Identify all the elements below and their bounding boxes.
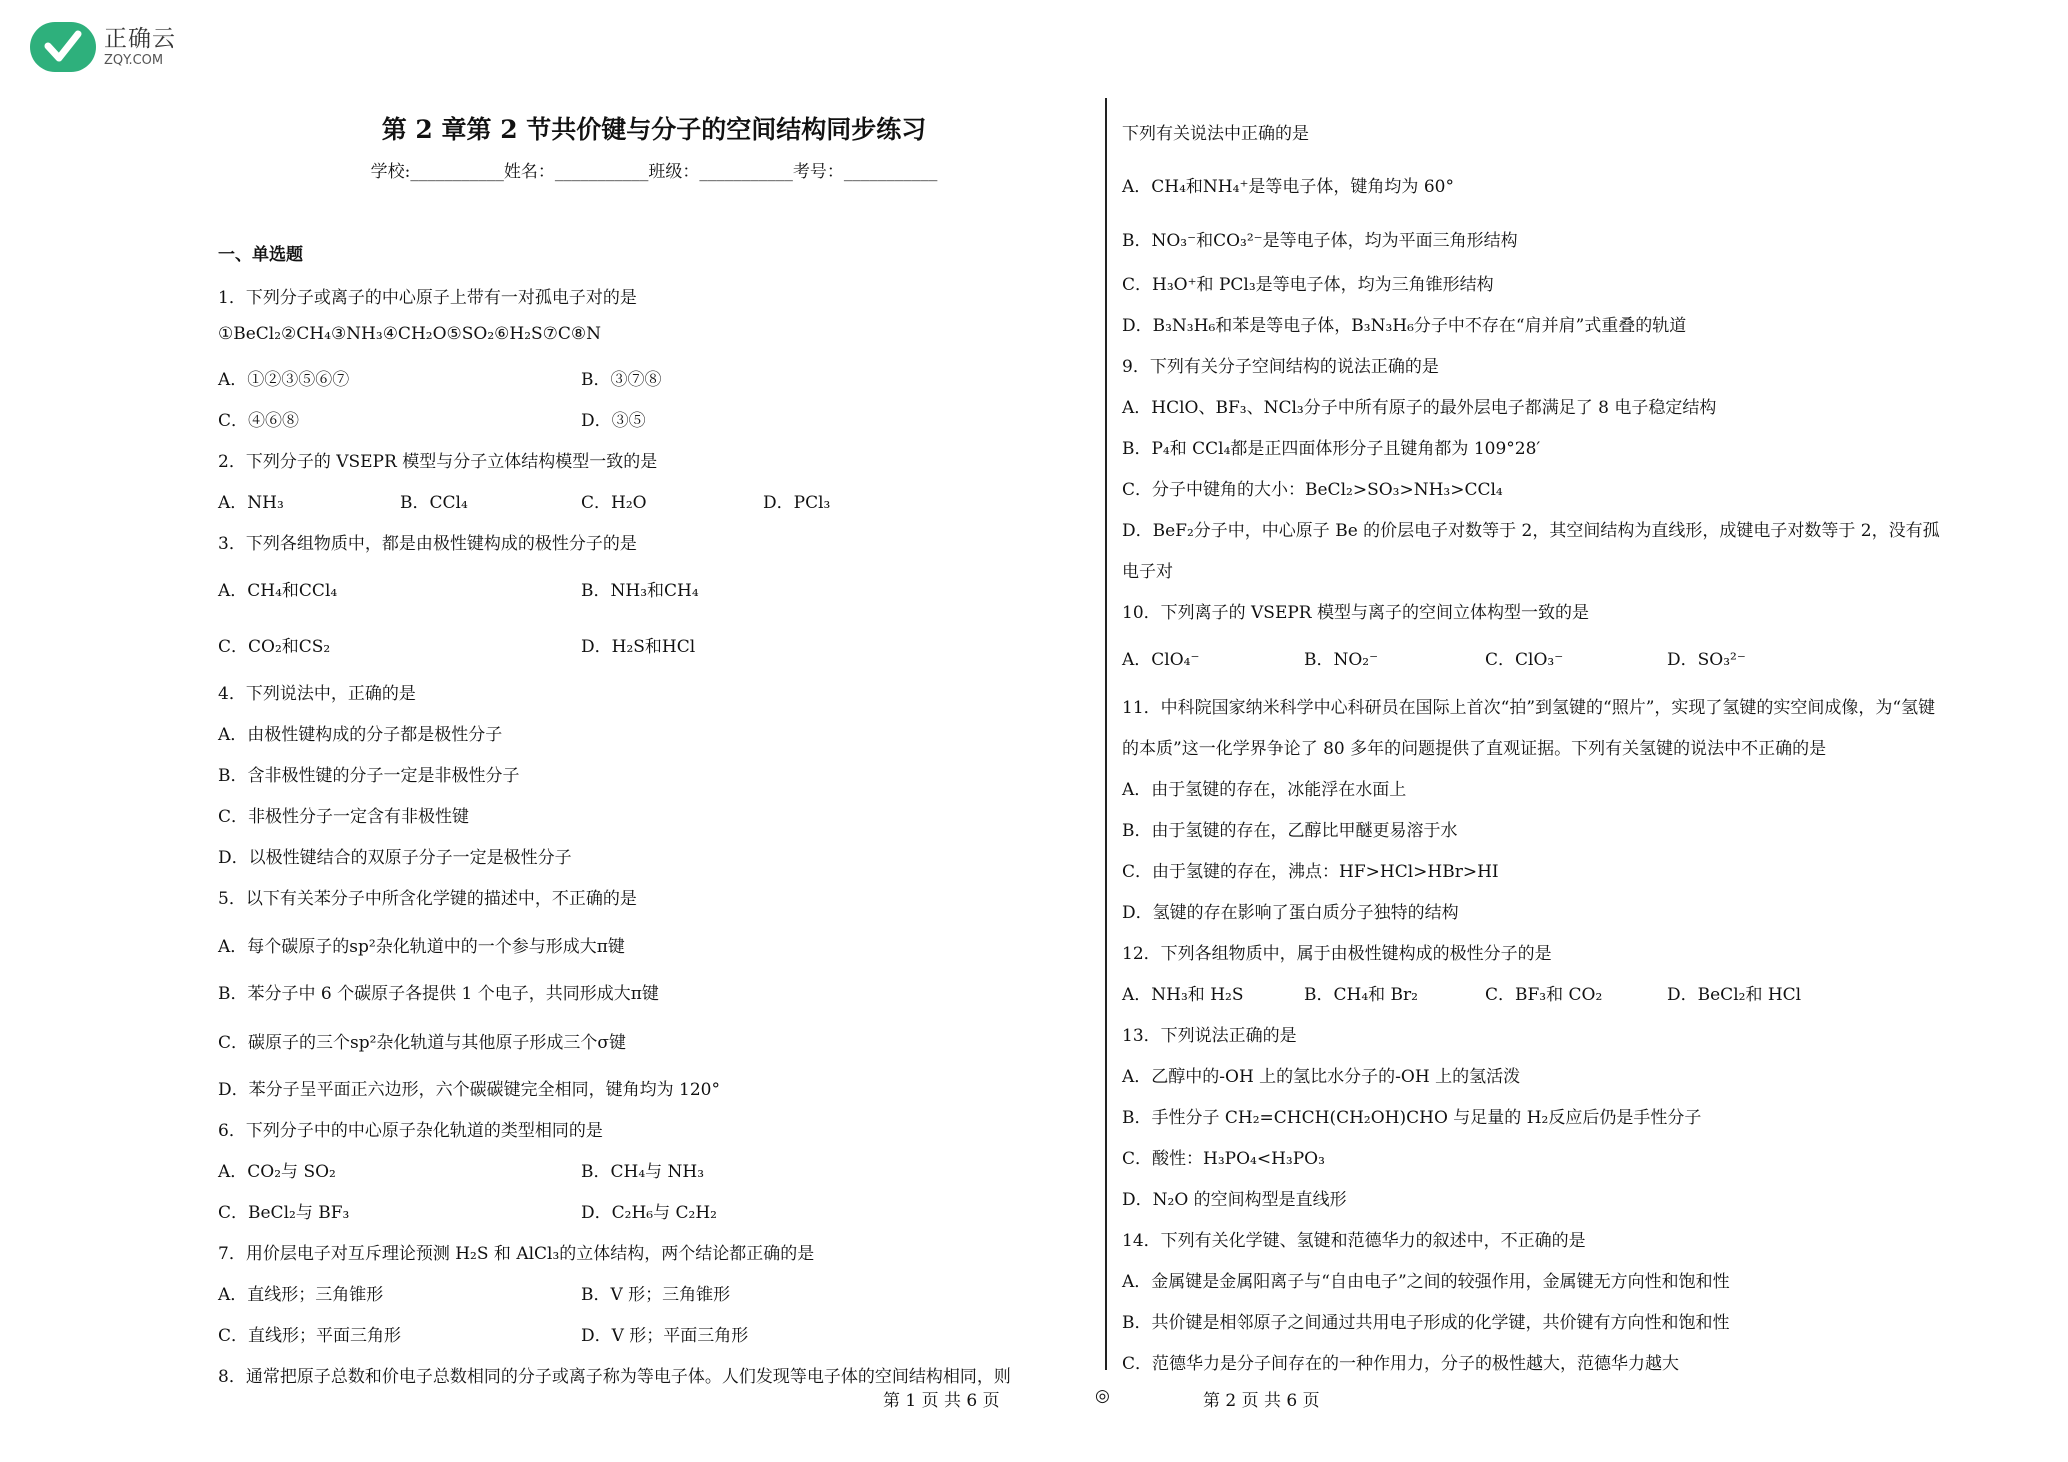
question-line: D．BeF₂分子中，中心原子 Be 的价层电子对数等于 2，其空间结构为直线形，成键电子对数等于 2，没有孤: [1122, 521, 1940, 541]
question-line: C．酸性：H₃PO₄<H₃PO₃: [1122, 1149, 1325, 1169]
question-line: D．V 形；平面三角形: [581, 1326, 749, 1346]
question-line: A．HClO、BF₃、NCl₃分子中所有原子的最外层电子都满足了 8 电子稳定结构: [1122, 398, 1717, 418]
logo-name-en: ZQY.COM: [104, 52, 164, 68]
question-line: A．由极性键构成的分子都是极性分子: [218, 725, 503, 745]
question-line: D．SO₃²⁻: [1667, 650, 1746, 670]
question-line: B．手性分子 CH₂=CHCH(CH₂OH)CHO 与足量的 H₂反应后仍是手性分子: [1122, 1108, 1702, 1128]
question-line: D．B₃N₃H₆和苯是等电子体，B₃N₃H₆分子中不存在“肩并肩”式重叠的轨道: [1122, 316, 1687, 336]
question-line: 9．下列有关分子空间结构的说法正确的是: [1122, 357, 1439, 377]
question-line: B．含非极性键的分子一定是非极性分子: [218, 766, 520, 786]
logo: [30, 22, 176, 72]
question-line: B．苯分子中 6 个碳原子各提供 1 个电子，共同形成大π键: [218, 984, 659, 1004]
question-line: D．氢键的存在影响了蛋白质分子独特的结构: [1122, 903, 1459, 923]
question-line: 8．通常把原子总数和价电子总数相同的分子或离子称为等电子体。人们发现等电子体的空间结构相同，则: [218, 1367, 1011, 1387]
document-title: 第 2 章第 2 节共价键与分子的空间结构同步练习: [381, 115, 927, 144]
footer-separator: ◎: [1095, 1386, 1110, 1406]
question-line: 6．下列分子中的中心原子杂化轨道的类型相同的是: [218, 1121, 603, 1141]
question-line: D．H₂S和HCl: [581, 637, 696, 657]
question-line: 3．下列各组物质中，都是由极性键构成的极性分子的是: [218, 534, 637, 554]
question-line: D．③⑤: [581, 411, 646, 431]
question-line: D．BeCl₂和 HCl: [1667, 985, 1802, 1005]
question-line: 1．下列分子或离子的中心原子上带有一对孤电子对的是: [218, 288, 637, 308]
question-line: B．NH₃和CH₄: [581, 581, 699, 601]
question-line: C．④⑥⑧: [218, 411, 300, 431]
question-line: C．BF₃和 CO₂: [1485, 985, 1603, 1005]
question-line: B．CH₄与 NH₃: [581, 1162, 705, 1182]
question-line: A．由于氢键的存在，冰能浮在水面上: [1122, 780, 1407, 800]
question-line: A．每个碳原子的sp²杂化轨道中的一个参与形成大π键: [218, 937, 625, 957]
question-line: A．NH₃和 H₂S: [1122, 985, 1244, 1005]
logo-name-cn: 正确云: [104, 25, 176, 52]
question-line: 的本质”这一化学界争论了 80 多年的问题提供了直观证据。下列有关氢键的说法中不正确的是: [1122, 739, 1827, 759]
question-line: D．PCl₃: [763, 493, 831, 513]
question-line: C．由于氢键的存在，沸点：HF>HCl>HBr>HI: [1122, 862, 1499, 882]
column-divider: [1105, 98, 1107, 1370]
question-line: C．H₃O⁺和 PCl₃是等电子体，均为三角锥形结构: [1122, 275, 1494, 295]
question-line: ①BeCl₂②CH₄③NH₃④CH₂O⑤SO₂⑥H₂S⑦C⑧N: [218, 324, 602, 344]
checkmark-cloud-icon: [30, 22, 96, 72]
question-line: A．金属键是金属阳离子与“自由电子”之间的较强作用，金属键无方向性和饱和性: [1122, 1272, 1730, 1292]
question-line: B．NO₂⁻: [1304, 650, 1379, 670]
question-line: A．NH₃: [218, 493, 284, 513]
question-line: C．分子中键角的大小：BeCl₂>SO₃>NH₃>CCl₄: [1122, 480, 1503, 500]
question-line: B．NO₃⁻和CO₃²⁻是等电子体，均为平面三角形结构: [1122, 231, 1518, 251]
question-line: C．范德华力是分子间存在的一种作用力，分子的极性越大，范德华力越大: [1122, 1354, 1680, 1374]
question-line: A．CO₂与 SO₂: [218, 1162, 336, 1182]
question-line: C．H₂O: [581, 493, 647, 513]
question-line: C．CO₂和CS₂: [218, 637, 331, 657]
question-line: B．P₄和 CCl₄都是正四面体形分子且键角都为 109°28′: [1122, 439, 1541, 459]
question-line: 14．下列有关化学键、氢键和范德华力的叙述中，不正确的是: [1122, 1231, 1586, 1251]
question-line: B．CCl₄: [400, 493, 468, 513]
question-line: A．CH₄和CCl₄: [218, 581, 338, 601]
question-line: 4．下列说法中，正确的是: [218, 684, 416, 704]
question-line: D．C₂H₆与 C₂H₂: [581, 1203, 717, 1223]
question-line: 电子对: [1122, 562, 1173, 582]
section-heading: 一、单选题: [218, 245, 303, 265]
question-line: A．①②③⑤⑥⑦: [218, 370, 350, 390]
question-line: 13．下列说法正确的是: [1122, 1026, 1297, 1046]
student-info-line: 学校:___________姓名：___________班级：___________考号：___________: [370, 162, 938, 182]
page-number-left: 第 1 页 共 6 页: [883, 1391, 1000, 1411]
question-line: B．由于氢键的存在，乙醇比甲醚更易溶于水: [1122, 821, 1458, 841]
question-line: C．ClO₃⁻: [1485, 650, 1564, 670]
question-line: C．BeCl₂与 BF₃: [218, 1203, 350, 1223]
question-line: A．ClO₄⁻: [1122, 650, 1200, 670]
question-line: 11．中科院国家纳米科学中心科研员在国际上首次“拍”到氢键的“照片”，实现了氢键的实空间成像，为“氢键: [1122, 698, 1936, 718]
page-number-right: 第 2 页 共 6 页: [1203, 1391, 1320, 1411]
question-line: 下列有关说法中正确的是: [1122, 124, 1309, 144]
question-line: 2．下列分子的 VSEPR 模型与分子立体结构模型一致的是: [218, 452, 658, 472]
question-line: C．碳原子的三个sp²杂化轨道与其他原子形成三个σ键: [218, 1033, 627, 1053]
question-line: A．乙醇中的-OH 上的氢比水分子的-OH 上的氢活泼: [1122, 1067, 1521, 1087]
question-line: D．以极性键结合的双原子分子一定是极性分子: [218, 848, 572, 868]
question-line: C．直线形；平面三角形: [218, 1326, 402, 1346]
question-line: C．非极性分子一定含有非极性键: [218, 807, 470, 827]
question-line: B．共价键是相邻原子之间通过共用电子形成的化学键，共价键有方向性和饱和性: [1122, 1313, 1730, 1333]
question-line: 10．下列离子的 VSEPR 模型与离子的空间立体构型一致的是: [1122, 603, 1590, 623]
question-line: 5．以下有关苯分子中所含化学键的描述中，不正确的是: [218, 889, 637, 909]
question-line: A．CH₄和NH₄⁺是等电子体，键角均为 60°: [1122, 177, 1454, 197]
question-line: 7．用价层电子对互斥理论预测 H₂S 和 AlCl₃的立体结构，两个结论都正确的是: [218, 1244, 815, 1264]
question-line: D．N₂O 的空间构型是直线形: [1122, 1190, 1347, 1210]
question-line: B．V 形；三角锥形: [581, 1285, 731, 1305]
question-line: 12．下列各组物质中，属于由极性键构成的极性分子的是: [1122, 944, 1552, 964]
question-line: B．CH₄和 Br₂: [1304, 985, 1418, 1005]
question-line: D．苯分子呈平面正六边形，六个碳碳键完全相同，键角均为 120°: [218, 1080, 720, 1100]
question-line: B．③⑦⑧: [581, 370, 662, 390]
question-line: A．直线形；三角锥形: [218, 1285, 384, 1305]
